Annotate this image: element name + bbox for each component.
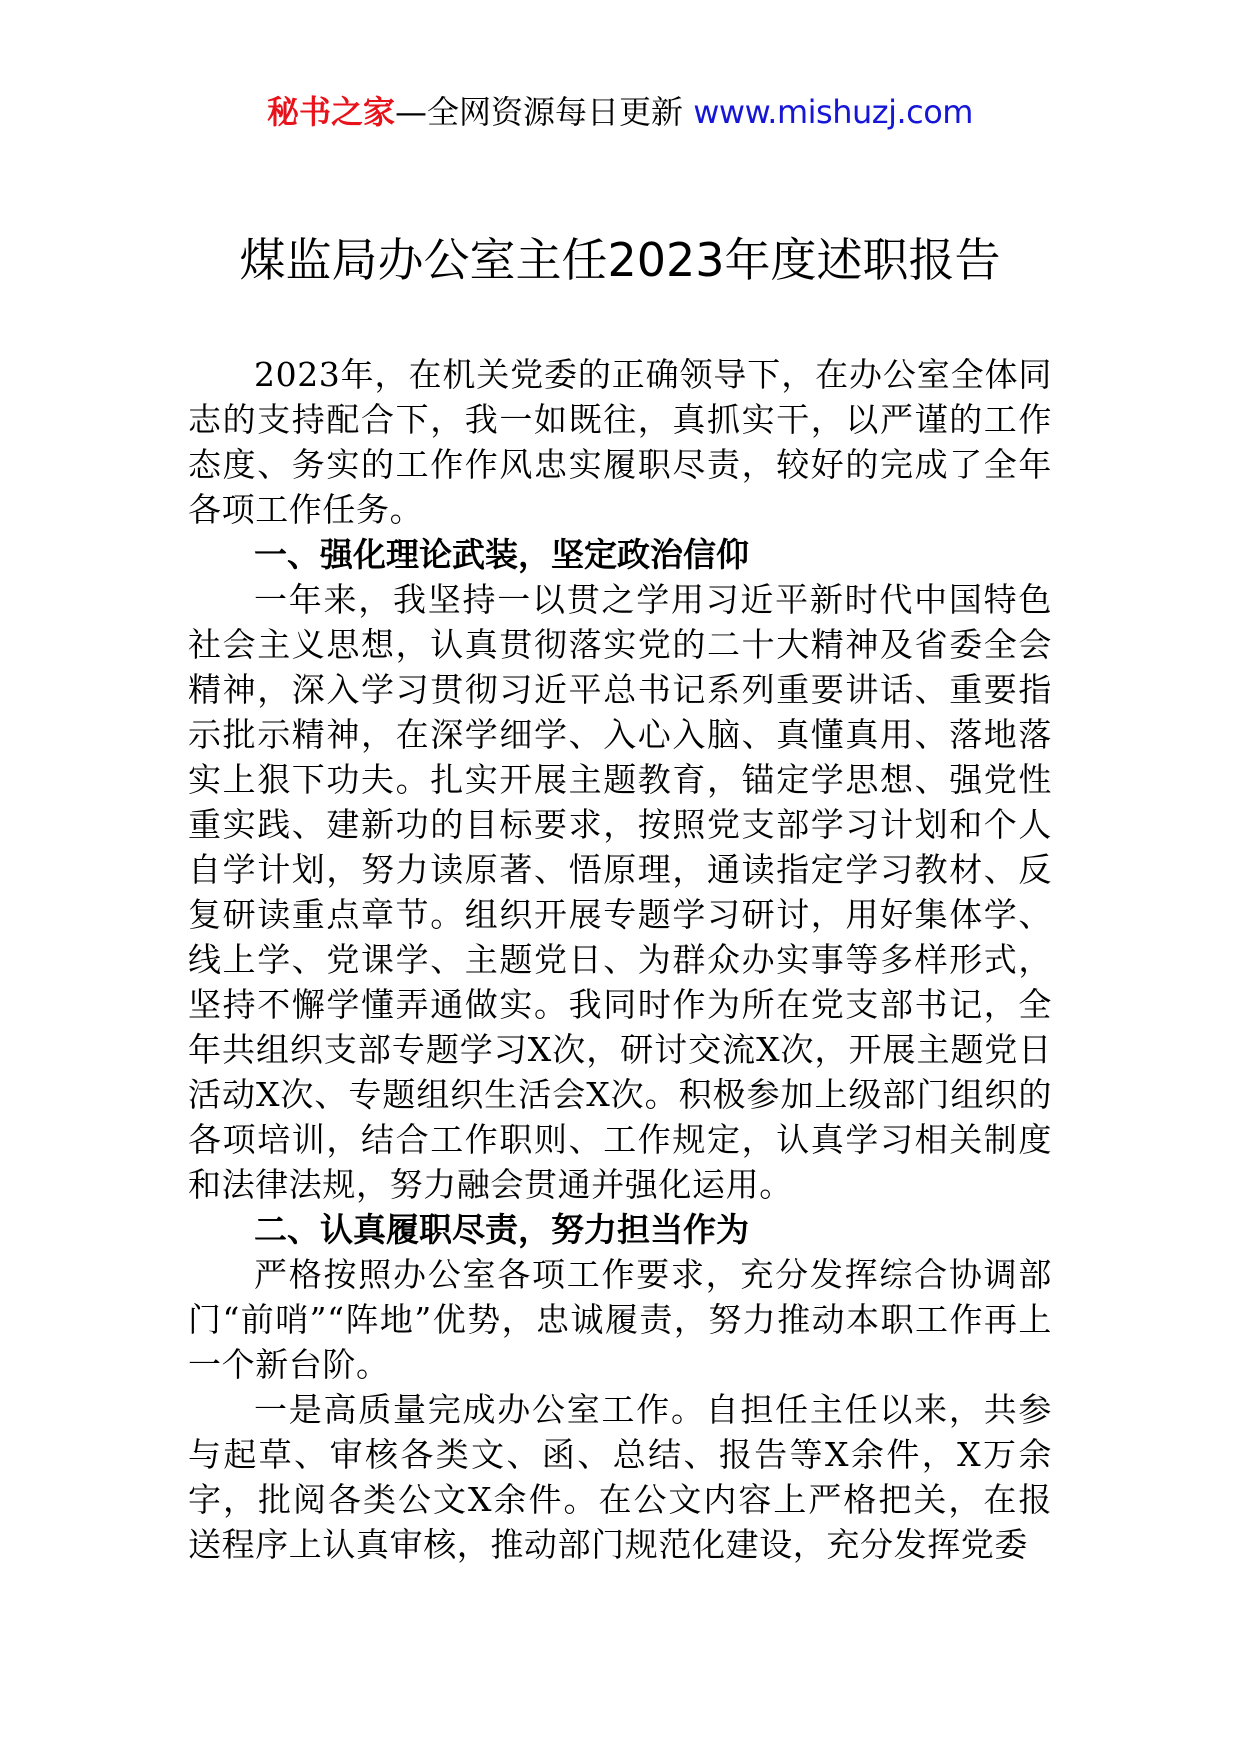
section-1-heading: 一、强化理论武装，坚定政治信仰 <box>254 535 749 574</box>
site-banner <box>0 92 1240 132</box>
document-body <box>188 352 1052 1567</box>
intro-paragraph: 2023年，在机关党委的正确领导下，在办公室全体同志的支持配合下，我一如既往，真抓实干，以严谨的工作态度、务实的工作作风忠实履职尽责，较好的完成了全年各项工作任务。 <box>188 355 1052 529</box>
site-url-link[interactable]: www.mishuzj.com <box>693 93 973 131</box>
section-2-heading: 二、认真履职尽责，努力担当作为 <box>254 1210 749 1249</box>
section-2-intro-paragraph: 严格按照办公室各项工作要求，充分发挥综合协调部门“前哨”“阵地”优势，忠诚履责，努力推动本职工作再上一个新台阶。 <box>188 1255 1052 1384</box>
section-1-paragraph: 一年来，我坚持一以贯之学用习近平新时代中国特色社会主义思想，认真贯彻落实党的二十大精神及省委全会精神，深入学习贯彻习近平总书记系列重要讲话、重要指示批示精神，在深学细学、入心入脑、真懂真用、落地落实上狠下功夫。扎实开展主题教育，锚定学思想、强党性重实践、建新功的目标要求，按照党支部学习计划和个人自学计划，努力读原著、悟原理，通读指定学习教材、反复研读重点章节。组织开展专题学习研讨，用好集体学、线上学、党课学、主题党日、为群众办实事等多样形式，坚持不懈学懂弄通做实。我同时作为所在党支部书记，全年共组织支部专题学习X次，研讨交流X次，开展主题党日活动X次、专题组织生活会X次。积极参加上级部门组织的各项培训，结合工作职则、工作规定，认真学习相关制度和法律法规，努力融会贯通并强化运用。 <box>188 580 1052 1204</box>
banner-tagline: —全网资源每日更新 <box>395 93 694 131</box>
section-2-item-1-paragraph: 一是高质量完成办公室工作。自担任主任以来，共参与起草、审核各类文、函、总结、报告等X余件，X万余字，批阅各类公文X余件。在公文内容上严格把关，在报送程序上认真审核，推动部门规范化建设，充分发挥党委 <box>188 1390 1052 1564</box>
brand-name: 秘书之家 <box>267 93 396 131</box>
document-title: 煤监局办公室主任2023年度述职报告 <box>239 233 1001 287</box>
